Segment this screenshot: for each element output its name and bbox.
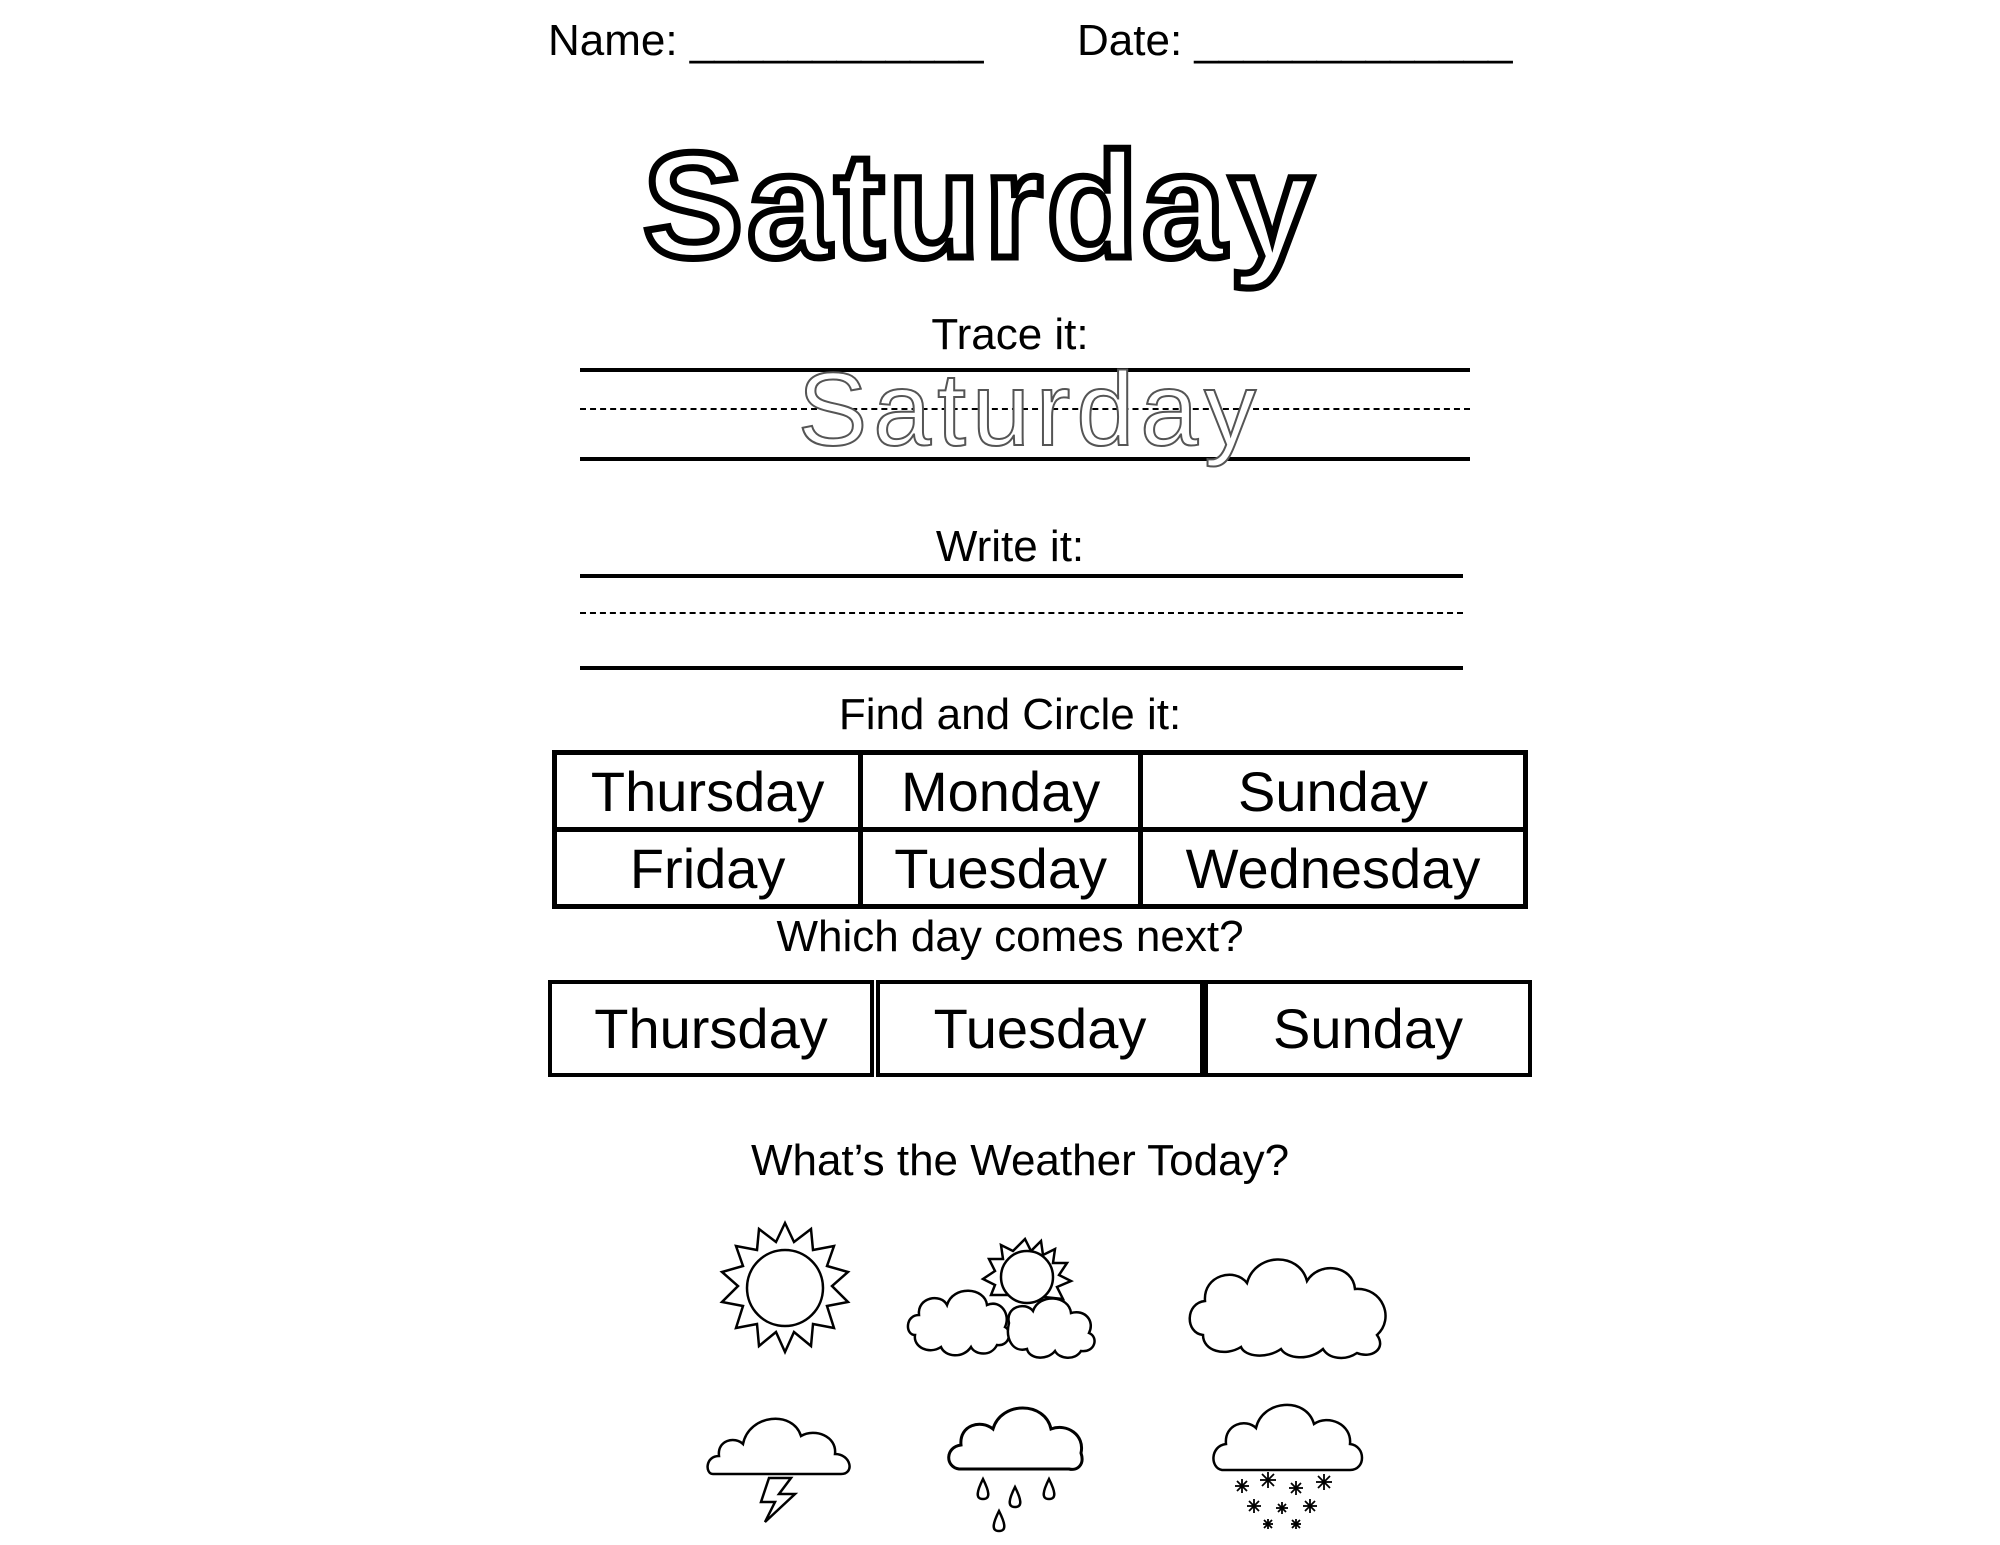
partly-cloudy-icon[interactable]: [905, 1235, 1135, 1365]
write-mid-line: [580, 612, 1463, 614]
next-option[interactable]: Tuesday: [876, 980, 1204, 1077]
rain-icon[interactable]: [945, 1395, 1090, 1540]
write-base-line[interactable]: [580, 666, 1463, 670]
weather-label: What’s the Weather Today?: [750, 1136, 1290, 1185]
find-cell[interactable]: Wednesday: [1140, 830, 1525, 907]
find-label: Find and Circle it:: [838, 690, 1182, 739]
date-field-label: Date: _____________: [1077, 16, 1513, 65]
write-top-line: [580, 574, 1463, 578]
find-cell[interactable]: Tuesday: [861, 830, 1141, 907]
find-cell[interactable]: Monday: [861, 753, 1141, 830]
page-title: Saturday: [643, 121, 1317, 289]
trace-label: Trace it:: [931, 310, 1089, 359]
next-label: Which day comes next?: [776, 912, 1244, 961]
trace-word[interactable]: Saturday: [797, 352, 1263, 468]
sun-icon[interactable]: [710, 1220, 860, 1370]
next-option[interactable]: Sunday: [1204, 980, 1532, 1077]
snow-icon[interactable]: [1210, 1380, 1370, 1540]
find-cell[interactable]: Friday: [555, 830, 861, 907]
name-field-label: Name: ____________: [548, 16, 984, 65]
write-label: Write it:: [935, 522, 1085, 571]
find-cell[interactable]: Thursday: [555, 753, 861, 830]
thunderstorm-icon[interactable]: [705, 1390, 855, 1525]
find-cell[interactable]: Sunday: [1140, 753, 1525, 830]
next-option[interactable]: Thursday: [548, 980, 874, 1077]
find-grid: [552, 750, 1528, 909]
cloud-icon[interactable]: [1183, 1245, 1398, 1360]
